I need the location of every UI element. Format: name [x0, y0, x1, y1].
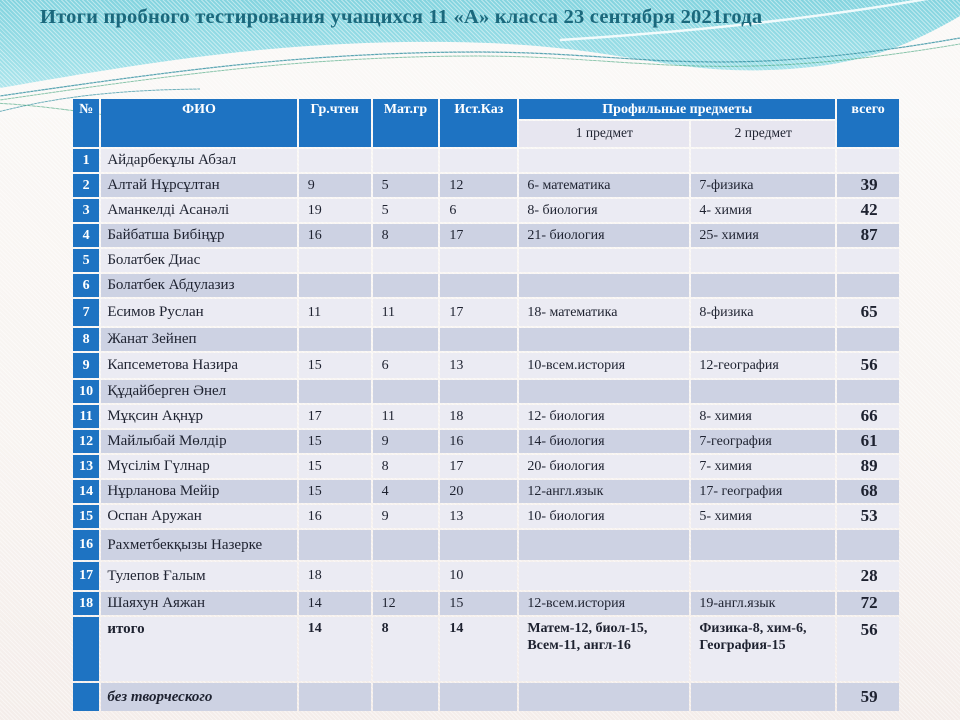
score-cell: 17 — [440, 455, 517, 478]
total-cell — [837, 249, 899, 272]
total-cell: 89 — [837, 455, 899, 478]
subject-cell: 12- биология — [519, 405, 689, 428]
fio-cell: Болатбек Диас — [101, 249, 296, 272]
header-profile-subjects: Профильные предметы — [519, 99, 835, 119]
score-cell — [299, 530, 371, 560]
fio-cell: Жанат Зейнеп — [101, 328, 296, 351]
total-cell: 42 — [837, 199, 899, 222]
score-cell — [299, 274, 371, 297]
subject-cell — [519, 562, 689, 590]
score-cell: 14 — [299, 592, 371, 615]
fio-cell: Құдайберген Әнел — [101, 380, 296, 403]
score-cell — [299, 249, 371, 272]
total-cell — [837, 274, 899, 297]
results-table — [71, 97, 901, 713]
subject-cell — [691, 562, 835, 590]
subject-cell: 8- биология — [519, 199, 689, 222]
table-row — [73, 149, 899, 172]
total-cell: 65 — [837, 299, 899, 326]
score-cell: 9 — [373, 505, 439, 528]
score-cell: 15 — [299, 480, 371, 503]
subject-cell: 14- биология — [519, 430, 689, 453]
score-cell: 15 — [299, 430, 371, 453]
fio-cell: итого — [101, 617, 296, 681]
table-row — [73, 353, 899, 378]
fio-cell: Нұрланова Мейір — [101, 480, 296, 503]
subject-cell: 12-всем.история — [519, 592, 689, 615]
num-cell: 14 — [73, 480, 99, 503]
subject-cell: 4- химия — [691, 199, 835, 222]
score-cell — [440, 274, 517, 297]
score-cell: 17 — [440, 299, 517, 326]
score-cell: 15 — [440, 592, 517, 615]
subject-cell: 7-география — [691, 430, 835, 453]
total-cell: 39 — [837, 174, 899, 197]
num-cell: 12 — [73, 430, 99, 453]
score-cell: 18 — [440, 405, 517, 428]
score-cell: 13 — [440, 353, 517, 378]
subject-cell — [519, 149, 689, 172]
subject-cell — [691, 380, 835, 403]
header-subject-2: 2 предмет — [691, 121, 835, 147]
table-row — [73, 274, 899, 297]
score-cell — [373, 149, 439, 172]
score-cell: 11 — [373, 405, 439, 428]
score-cell — [299, 328, 371, 351]
subject-cell — [691, 249, 835, 272]
score-cell: 5 — [373, 174, 439, 197]
fio-cell: Тулепов Ғалым — [101, 562, 296, 590]
total-cell — [837, 149, 899, 172]
num-cell: 3 — [73, 199, 99, 222]
score-cell — [373, 274, 439, 297]
total-cell: 59 — [837, 683, 899, 711]
total-cell — [837, 380, 899, 403]
score-cell: 9 — [373, 430, 439, 453]
total-cell: 72 — [837, 592, 899, 615]
fio-cell: Байбатша Бибіңұр — [101, 224, 296, 247]
fio-cell: Алтай Нұрсұлтан — [101, 174, 296, 197]
fio-cell: Мұқсин Ақнұр — [101, 405, 296, 428]
total-cell: 56 — [837, 353, 899, 378]
table-row — [73, 530, 899, 560]
total-cell: 87 — [837, 224, 899, 247]
score-cell — [373, 530, 439, 560]
subject-cell: 7- химия — [691, 455, 835, 478]
total-cell: 56 — [837, 617, 899, 681]
score-cell: 9 — [299, 174, 371, 197]
total-cell: 66 — [837, 405, 899, 428]
score-cell — [373, 249, 439, 272]
header-fio: ФИО — [101, 99, 296, 147]
subject-cell — [519, 530, 689, 560]
subject-cell: 12-география — [691, 353, 835, 378]
subject-cell: 12-англ.язык — [519, 480, 689, 503]
score-cell: 17 — [440, 224, 517, 247]
table-row — [73, 592, 899, 615]
score-cell — [373, 562, 439, 590]
subject-cell — [691, 530, 835, 560]
header-total: всего — [837, 99, 899, 147]
score-cell: 8 — [373, 617, 439, 681]
subject-cell — [519, 683, 689, 711]
subject-cell: 20- биология — [519, 455, 689, 478]
subject-cell: 10- биология — [519, 505, 689, 528]
table-row — [73, 505, 899, 528]
score-cell: 10 — [440, 562, 517, 590]
fio-cell: Капсеметова Назира — [101, 353, 296, 378]
subject-cell: 17- география — [691, 480, 835, 503]
score-cell: 5 — [373, 199, 439, 222]
total-cell — [837, 530, 899, 560]
fio-cell: Болатбек Абдулазиз — [101, 274, 296, 297]
total-cell — [837, 328, 899, 351]
table-row — [73, 455, 899, 478]
fio-cell: Мүсілім Гүлнар — [101, 455, 296, 478]
score-cell: 18 — [299, 562, 371, 590]
score-cell: 16 — [299, 224, 371, 247]
subject-cell — [519, 274, 689, 297]
total-cell: 61 — [837, 430, 899, 453]
header-subject-1: 1 предмет — [519, 121, 689, 147]
score-cell: 20 — [440, 480, 517, 503]
num-cell — [73, 617, 99, 681]
table-row — [73, 249, 899, 272]
num-cell: 6 — [73, 274, 99, 297]
subject-cell: 7-физика — [691, 174, 835, 197]
fio-cell: без творческого — [101, 683, 296, 711]
fio-cell: Оспан Аружан — [101, 505, 296, 528]
subject-cell: 8-физика — [691, 299, 835, 326]
score-cell — [373, 380, 439, 403]
num-cell: 10 — [73, 380, 99, 403]
score-cell: 16 — [440, 430, 517, 453]
num-cell: 18 — [73, 592, 99, 615]
score-cell: 14 — [440, 617, 517, 681]
score-cell: 16 — [299, 505, 371, 528]
table-row — [73, 224, 899, 247]
table-body — [73, 149, 899, 711]
header-row-main — [73, 99, 899, 119]
score-cell: 8 — [373, 224, 439, 247]
subject-cell: Физика-8, хим-6, География-15 — [691, 617, 835, 681]
score-cell — [440, 149, 517, 172]
score-cell: 12 — [440, 174, 517, 197]
num-cell: 2 — [73, 174, 99, 197]
score-cell: 4 — [373, 480, 439, 503]
header-gr-chten: Гр.чтен — [299, 99, 371, 147]
subject-cell: 25- химия — [691, 224, 835, 247]
score-cell — [299, 380, 371, 403]
subject-cell — [691, 274, 835, 297]
score-cell — [299, 683, 371, 711]
table-row — [73, 405, 899, 428]
fio-cell: Аманкелді Асанәлі — [101, 199, 296, 222]
subject-cell — [519, 328, 689, 351]
summary-row — [73, 617, 899, 681]
subject-cell — [691, 149, 835, 172]
page-title: Итоги пробного тестирования учащихся 11 «А» класса 23 сентября 2021года — [40, 6, 763, 28]
num-cell: 8 — [73, 328, 99, 351]
score-cell: 19 — [299, 199, 371, 222]
score-cell: 8 — [373, 455, 439, 478]
fio-cell: Есимов Руслан — [101, 299, 296, 326]
header-ist-kaz: Ист.Каз — [440, 99, 517, 147]
table-row — [73, 299, 899, 326]
num-cell: 4 — [73, 224, 99, 247]
subject-cell: 10-всем.история — [519, 353, 689, 378]
score-cell — [299, 149, 371, 172]
table-row — [73, 380, 899, 403]
score-cell — [440, 380, 517, 403]
subject-cell: 18- математика — [519, 299, 689, 326]
num-cell: 9 — [73, 353, 99, 378]
fio-cell: Рахметбекқызы Назерке — [101, 530, 296, 560]
num-cell: 11 — [73, 405, 99, 428]
num-cell: 5 — [73, 249, 99, 272]
score-cell: 15 — [299, 353, 371, 378]
subject-cell — [691, 683, 835, 711]
fio-cell: Айдарбекұлы Абзал — [101, 149, 296, 172]
subject-cell: 6- математика — [519, 174, 689, 197]
score-cell: 6 — [373, 353, 439, 378]
table-row — [73, 562, 899, 590]
table-row — [73, 199, 899, 222]
score-cell: 17 — [299, 405, 371, 428]
num-cell: 7 — [73, 299, 99, 326]
score-cell — [440, 249, 517, 272]
num-cell: 13 — [73, 455, 99, 478]
num-cell: 17 — [73, 562, 99, 590]
header-num: № — [73, 99, 99, 147]
score-cell — [440, 530, 517, 560]
subject-cell: 8- химия — [691, 405, 835, 428]
subject-cell: 5- химия — [691, 505, 835, 528]
num-cell: 15 — [73, 505, 99, 528]
subject-cell — [691, 328, 835, 351]
total-cell: 68 — [837, 480, 899, 503]
fio-cell: Шаяхун Аяжан — [101, 592, 296, 615]
score-cell: 6 — [440, 199, 517, 222]
total-cell: 28 — [837, 562, 899, 590]
table-row — [73, 480, 899, 503]
score-cell — [373, 328, 439, 351]
score-cell: 14 — [299, 617, 371, 681]
subject-cell: Матем-12, биол-15, Всем-11, англ-16 — [519, 617, 689, 681]
num-cell: 16 — [73, 530, 99, 560]
total-cell: 53 — [837, 505, 899, 528]
score-cell — [373, 683, 439, 711]
score-cell — [440, 683, 517, 711]
table-row — [73, 328, 899, 351]
table-row — [73, 174, 899, 197]
subject-cell: 19-англ.язык — [691, 592, 835, 615]
score-cell: 11 — [299, 299, 371, 326]
summary-row — [73, 683, 899, 711]
score-cell: 15 — [299, 455, 371, 478]
subject-cell: 21- биология — [519, 224, 689, 247]
score-cell — [440, 328, 517, 351]
subject-cell — [519, 249, 689, 272]
table-row — [73, 430, 899, 453]
table-header — [73, 99, 899, 147]
num-cell: 1 — [73, 149, 99, 172]
fio-cell: Майлыбай Мөлдір — [101, 430, 296, 453]
subject-cell — [519, 380, 689, 403]
score-cell: 12 — [373, 592, 439, 615]
num-cell — [73, 683, 99, 711]
score-cell: 13 — [440, 505, 517, 528]
header-mat-gr: Мат.гр — [373, 99, 439, 147]
score-cell: 11 — [373, 299, 439, 326]
